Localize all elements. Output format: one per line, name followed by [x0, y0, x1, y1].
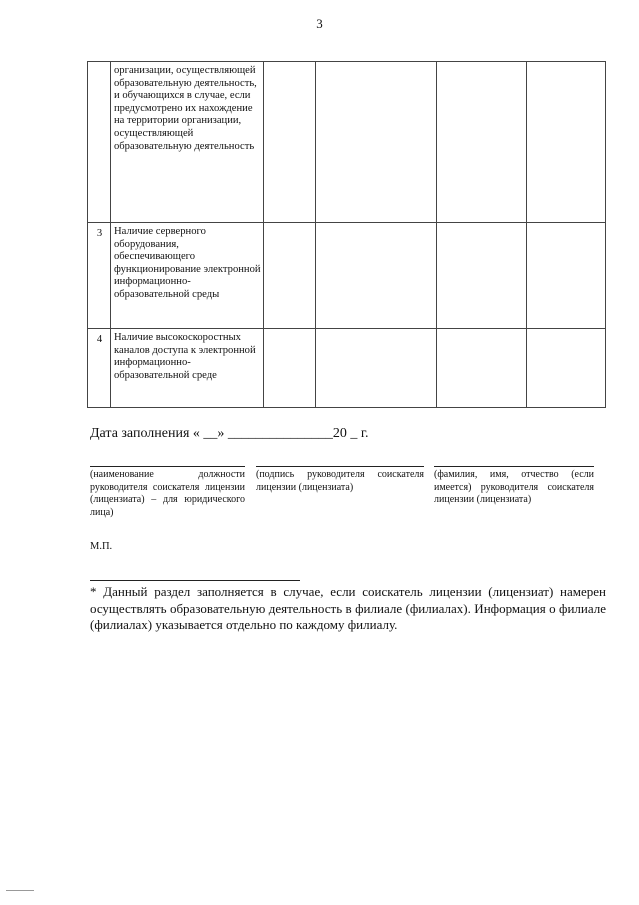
position-caption: (наименование должности руководителя соискателя лицензии (лицензиата) – для юридического лица) [90, 469, 245, 518]
signature-caption: (подпись руководителя соискателя лицензии (лицензиата) [256, 469, 424, 493]
table-cell [527, 329, 606, 408]
row-number: 4 [88, 329, 111, 408]
table-cell [437, 62, 527, 223]
signature-line-name [434, 466, 594, 467]
table-cell [316, 62, 437, 223]
row-number [88, 62, 111, 223]
table-row [88, 329, 606, 408]
table-cell [527, 62, 606, 223]
table-cell [264, 62, 316, 223]
requirements-table [87, 61, 606, 408]
signature-line-position [90, 466, 245, 467]
table-row [88, 62, 606, 223]
row-description: Наличие серверного оборудования, обеспечивающего функционирование электронной информационно-образовательной среды [111, 223, 264, 329]
stamp-placeholder: М.П. [90, 541, 113, 552]
footnote: * Данный раздел заполняется в случае, если соискатель лицензии (лицензиат) намерен осуществлять образовательную деятельность в филиале (филиалах). Информация о филиале (филиалах) указывается отдельно по каждому филиалу. [90, 584, 606, 632]
footnote-separator [90, 580, 300, 581]
table-cell [437, 223, 527, 329]
table-cell [527, 223, 606, 329]
table-cell [264, 223, 316, 329]
row-description: Наличие высокоскоростных каналов доступа к электронной информационно-образовательной среде [111, 329, 264, 408]
fill-date-line: Дата заполнения « __» _______________20 _ г. [90, 426, 369, 441]
row-description: организации, осуществляющей образовательную деятельность, и обучающихся в случае, если предусмотрено их нахождение на территории организации, осуществляющей образовательную деятельность [111, 62, 264, 223]
page-number: 3 [316, 16, 323, 31]
row-number: 3 [88, 223, 111, 329]
name-caption: (фамилия, имя, отчество (если имеется) руководителя соискателя лицензии (лицензиата) [434, 469, 594, 505]
table-row [88, 223, 606, 329]
table-cell [316, 329, 437, 408]
table-cell [316, 223, 437, 329]
signature-line-signature [256, 466, 424, 467]
table-cell [437, 329, 527, 408]
table-cell [264, 329, 316, 408]
scan-mark [6, 890, 34, 891]
